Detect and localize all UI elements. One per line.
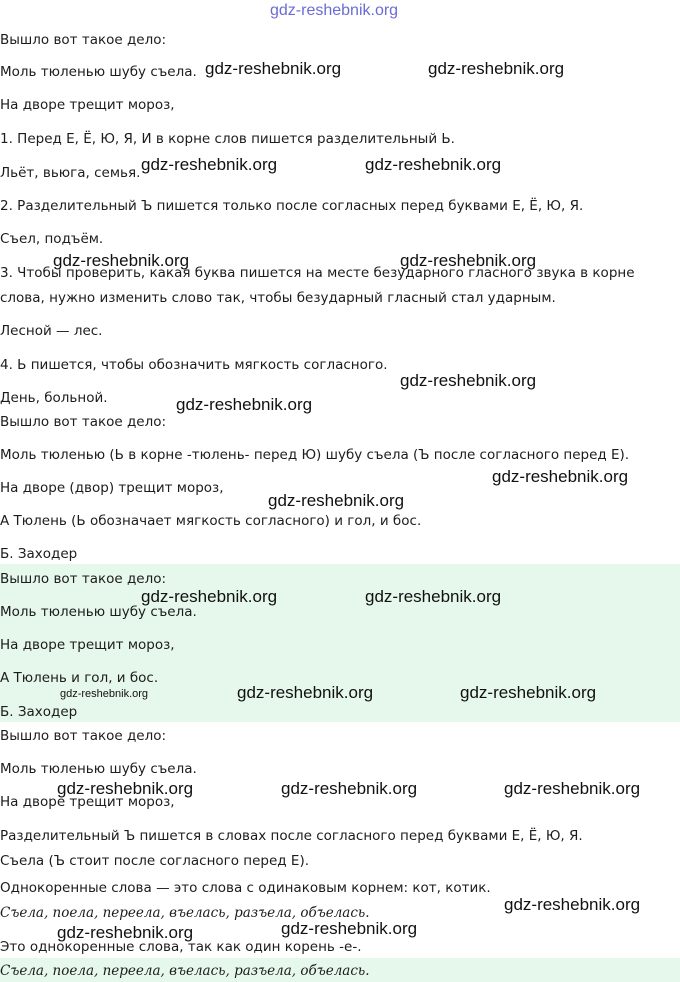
doc-line: А Тюлень (Ь обозначает мягкость согласного) и гол, и бос. — [0, 513, 422, 529]
doc-line: На дворе (двор) трещит мороз, — [0, 480, 224, 496]
doc-line: Вышло вот такое дело: — [0, 571, 167, 587]
doc-line: Съел, подъём. — [0, 231, 104, 247]
watermark: gdz-reshebnik.org — [428, 59, 565, 78]
doc-line: 4. Ь пишется, чтобы обозначить мягкость согласного. — [0, 357, 388, 373]
watermark: gdz-reshebnik.org — [281, 779, 418, 798]
doc-line: Льёт, вьюга, семья. — [0, 165, 141, 181]
doc-line: На дворе трещит мороз, — [0, 794, 175, 810]
doc-line: Лесной — лес. — [0, 323, 103, 339]
doc-line: 1. Перед Е, Ё, Ю, Я, И в корне слов пишется разделительный Ь. — [0, 131, 455, 147]
watermark: gdz-reshebnik.org — [504, 779, 641, 798]
watermark: gdz-reshebnik.org — [176, 395, 313, 414]
doc-line: 2. Разделительный Ъ пишется только после согласных перед буквами Е, Ё, Ю, Я. — [0, 198, 584, 214]
doc-line: Б. Заходер — [0, 704, 78, 720]
watermark: gdz-reshebnik.org — [141, 587, 278, 606]
doc-line: слова, нужно изменить слово так, чтобы безударный гласный стал ударным. — [0, 290, 556, 306]
doc-line: День, больной. — [0, 390, 108, 406]
watermark: gdz-reshebnik.org — [492, 467, 629, 486]
doc-line: Моль тюленью шубу съела. — [0, 604, 197, 620]
doc-line: Моль тюленью (Ь в корне -тюлень- перед Ю) шубу съела (Ъ после согласного перед Е). — [0, 447, 630, 463]
watermark: gdz-reshebnik.org — [268, 491, 405, 510]
watermark: gdz-reshebnik.org — [237, 683, 374, 702]
watermark: gdz-reshebnik.org — [400, 371, 537, 390]
watermark: gdz-reshebnik.org — [205, 59, 342, 78]
doc-line: Однокоренные слова — это слова с одинаковым корнем: кот, котик. — [0, 880, 491, 896]
watermark: gdz-reshebnik.org — [141, 155, 278, 174]
watermark: gdz-reshebnik.org — [57, 779, 194, 798]
doc-line: Вышло вот такое дело: — [0, 32, 167, 48]
doc-line: На дворе трещит мороз, — [0, 637, 175, 653]
watermark: gdz-reshebnik.org — [365, 155, 502, 174]
doc-line: На дворе трещит мороз, — [0, 97, 175, 113]
doc-line: 3. Чтобы проверить, какая буква пишется на месте безударного гласного звука в корне — [0, 265, 635, 281]
doc-line: Вышло вот такое дело: — [0, 414, 167, 430]
watermark: gdz-reshebnik.org — [60, 688, 149, 700]
watermark: gdz-reshebnik.org — [365, 587, 502, 606]
doc-line: А Тюлень и гол, и бос. — [0, 670, 159, 686]
watermark: gdz-reshebnik.org — [460, 683, 597, 702]
watermark: gdz-reshebnik.org — [270, 2, 399, 19]
doc-line: Съела (Ъ стоит после согласного перед Е). — [0, 853, 310, 869]
doc-line: Моль тюленью шубу съела. — [0, 761, 197, 777]
watermark: gdz-reshebnik.org — [504, 895, 641, 914]
watermark: gdz-reshebnik.org — [281, 919, 418, 938]
doc-line-scheme: Съела, поела, переела, въелась, разъела, объелась. — [0, 963, 370, 979]
doc-line: Б. Заходер — [0, 546, 78, 562]
doc-line: Разделительный Ъ пишется в словах после согласного перед буквами Е, Ё, Ю, Я. — [0, 828, 583, 844]
doc-line-scheme: Съела, поела, переела, въелась, разъела, объелась. — [0, 905, 370, 921]
watermark: gdz-reshebnik.org — [53, 251, 190, 270]
doc-line: Это однокоренные слова, так как один корень -е-. — [0, 939, 362, 955]
doc-line: Вышло вот такое дело: — [0, 728, 167, 744]
doc-line: Моль тюленью шубу съела. — [0, 64, 197, 80]
watermark: gdz-reshebnik.org — [57, 923, 194, 942]
watermark: gdz-reshebnik.org — [400, 251, 537, 270]
